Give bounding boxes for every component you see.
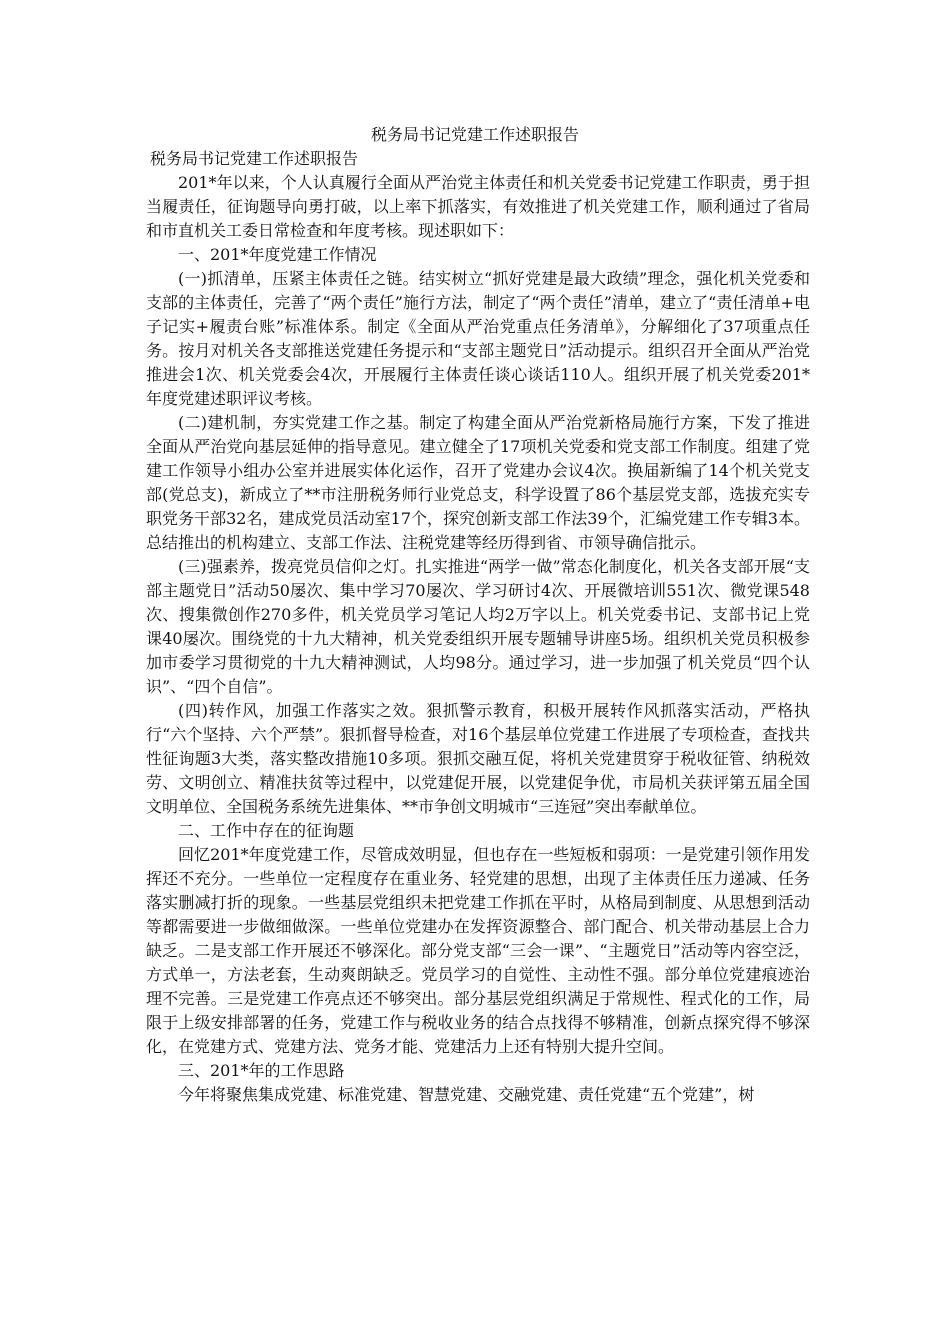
section-heading-2: 二、工作中存在的征询题 xyxy=(178,821,355,840)
paragraph-2: 回忆201*年度党建工作，尽管成效明显，但也存在一些短板和弱项：一是党建引领作用发挥还不充分。一些单位一定程度存在重业务、轻党建的思想，出现了主体责任压力递减、任务落实删减打折的现象。一些基层党组织未把党建工作抓在平时，从格局到制度、从思想到活动等都需要进一步做细做深。一些单位党建办在发挥资源整合、部门配合、机关带动基层上合力缺乏。二是支部工作开展还不够深化。部分党支部“三会一课”、“主题党日”活动等内容空泛，方式单一，方法老套，生动爽朗缺乏。党员学习的自觉性、主动性不强。部分单位党建痕迹治理不完善。三是党建工作亮点还不够突出。部分基层党组织满足于常规性、程式化的工作，局限于上级安排部署的任务，党建工作与税收业务的结合点找得不够精准，创新点探究得不够深化，在党建方式、党建方法、党务才能、党建活力上还有特别大提升空间。 xyxy=(146,845,810,1056)
document-title: 税务局书记党建工作述职报告 xyxy=(370,125,579,144)
paragraph-1-2: (二)建机制，夯实党建工作之基。制定了构建全面从严治党新格局施行方案，下发了推进全面从严治党向基层延伸的指导意见。建立健全了17项机关党委和党支部工作制度。组建了党建工作领导小组办公室并进展实体化运作，召开了党建办会议4次。换届新编了14个机关党支部(党总支)，新成立了**市注册税务师行业党总支，科学设置了86个基层党支部，选拔充实专职党务干部32名，建成党员活动室17个，探究创新支部工作法39个，汇编党建工作专辑3本。总结推出的机构建立、支部工作法、注税党建等经历得到省、市领导确信批示。 xyxy=(146,413,810,552)
paragraph-intro: 201*年以来，个人认真履行全面从严治党主体责任和机关党委书记党建工作职责，勇于担当履责任，征询题导向勇打破，以上率下抓落实，有效推进了机关党建工作，顺利通过了省局和市直机关工委日常检查和年度考核。现述职如下： xyxy=(146,173,810,240)
document-body xyxy=(146,147,810,1107)
paragraph-1-1: (一)抓清单，压紧主体责任之链。结实树立“抓好党建是最大政绩”理念，强化机关党委和支部的主体责任，完善了“两个责任”施行方法，制定了“两个责任”清单，建立了“责任清单+电子记实+履责台账”标准体系。制定《全面从严治党重点任务清单》，分解细化了37项重点任务。按月对机关各支部推送党建任务提示和“支部主题党日”活动提示。组织召开全面从严治党推进会1次、机关党委会4次，开展履行主体责任谈心谈话110人。组织开展了机关党委201*年度党建述职评议考核。 xyxy=(146,269,810,408)
document-subtitle: 税务局书记党建工作述职报告 xyxy=(150,149,359,168)
paragraph-3: 今年将聚焦集成党建、标准党建、智慧党建、交融党建、责任党建“五个党建”，树 xyxy=(178,1085,755,1104)
paragraph-1-4: (四)转作风，加强工作落实之效。狠抓警示教育，积极开展转作风抓落实活动，严格执行“六个坚持、六个严禁”。狠抓督导检查，对16个基层单位党建工作进展了专项检查，查找共性征询题3大类，落实整改措施10多项。狠抓交融互促，将机关党建贯穿于税收征管、纳税效劳、文明创立、精准扶贫等过程中，以党建促开展，以党建促争优，市局机关获评第五届全国文明单位、全国税务系统先进集体、**市争创文明城市“三连冠”突出奉献单位。 xyxy=(146,701,810,816)
section-heading-1: 一、201*年度党建工作情况 xyxy=(178,245,377,264)
paragraph-1-3: (三)强素养，拨亮党员信仰之灯。扎实推进“两学一做”常态化制度化，机关各支部开展“支部主题党日”活动50屡次、集中学习70屡次、学习研讨4次、开展微培训551次、微党课548次、搜集微创作270多件，机关党员学习笔记人均2万字以上。机关党委书记、支部书记上党课40屡次。围绕党的十九大精神，机关党委组织开展专题辅导讲座5场。组织机关党员积极参加市委学习贯彻党的十九大精神测试，人均98分。通过学习，进一步加强了机关党员“四个认识”、“四个自信”。 xyxy=(146,557,810,696)
section-heading-3: 三、201*年的工作思路 xyxy=(178,1061,345,1080)
